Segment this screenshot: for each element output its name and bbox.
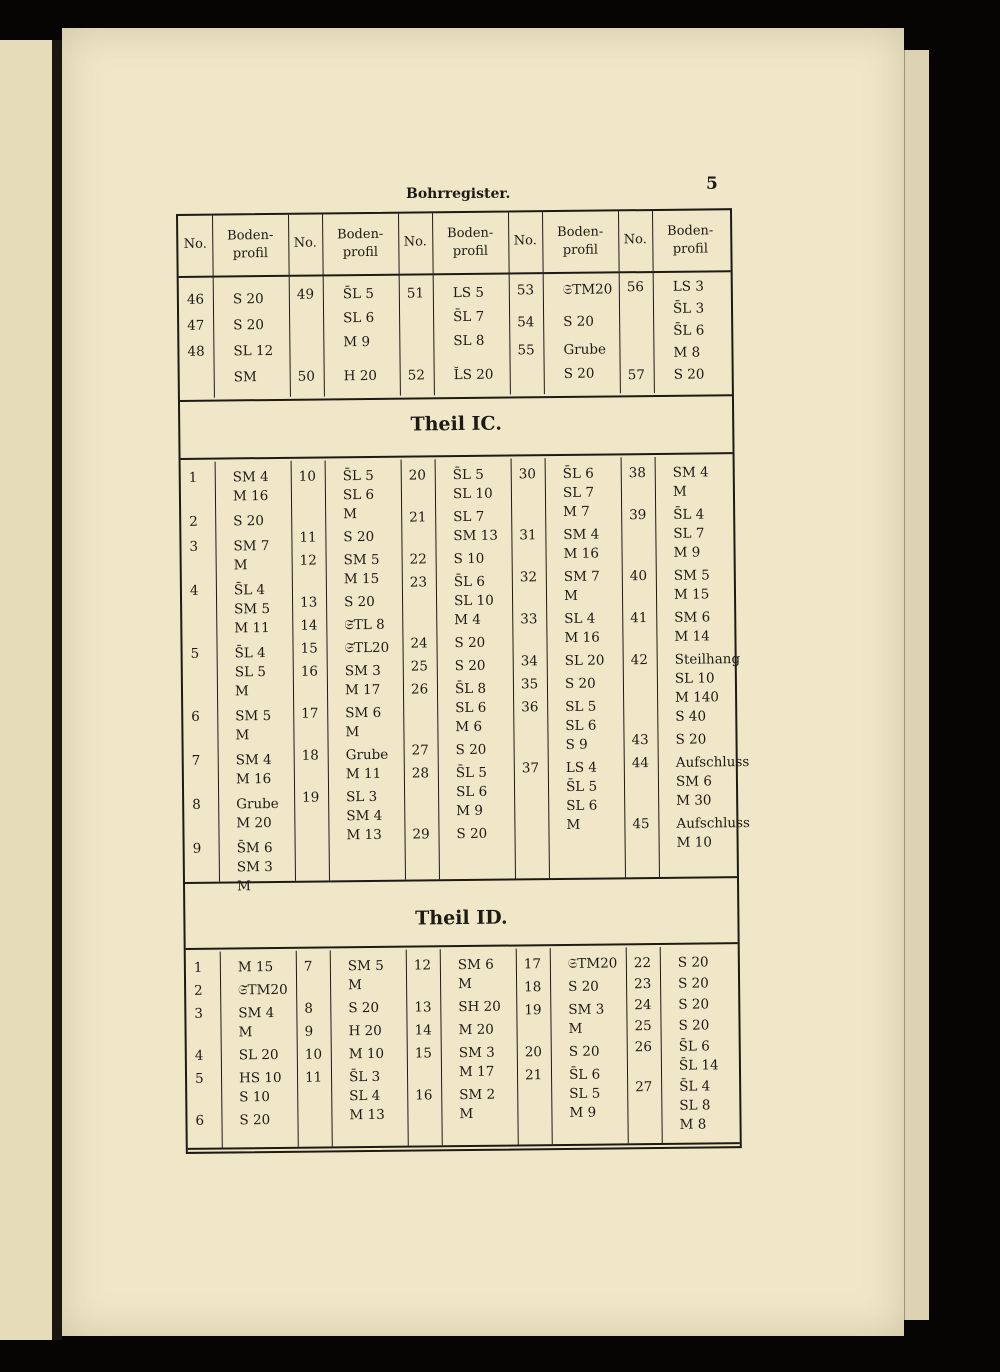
column-divider — [220, 952, 223, 1148]
soil-profile-entry: SM 7 — [233, 538, 270, 555]
column-divider — [653, 273, 655, 393]
soil-profile-entry: M — [459, 1105, 474, 1123]
register-number: 35 — [520, 676, 539, 693]
soil-profile-entry: SM 3 — [458, 1044, 495, 1062]
soil-profile-entry: S̄L 6 — [678, 1038, 710, 1055]
column-divider — [516, 948, 519, 1144]
soil-profile-entry: S̄L 4 — [234, 645, 266, 662]
register-number: 11 — [304, 1069, 323, 1086]
register-number: 20 — [524, 1044, 543, 1061]
register-number: 43 — [631, 732, 649, 749]
soil-profile-entry: S 20 — [233, 317, 264, 334]
soil-profile-entry: S 20 — [232, 291, 264, 308]
register-number: 40 — [629, 568, 648, 585]
column-divider — [626, 947, 629, 1143]
soil-profile-entry: SL 4 — [564, 610, 596, 627]
soil-profile-entry: M 20 — [236, 815, 272, 832]
soil-profile-entry: SL 5 — [234, 664, 266, 681]
register-number: 34 — [520, 653, 538, 670]
soil-profile-entry: S 10 — [239, 1089, 271, 1106]
soil-profile-entry: S 20 — [348, 999, 380, 1017]
soil-profile-entry: S̄L 3 — [672, 300, 705, 317]
soil-profile-entry: SL 20 — [238, 1046, 279, 1064]
soil-profile-entry: S 20 — [343, 528, 375, 546]
soil-profile-entry: SM 7 — [563, 568, 600, 585]
soil-profile-entry: LS 5 — [452, 284, 485, 302]
soil-profile-entry: H 20 — [348, 1022, 382, 1040]
soil-profile-entry: M — [348, 977, 362, 994]
register-number: 20 — [408, 467, 427, 484]
register-number: 28 — [411, 765, 430, 782]
soil-profile-entry: M 20 — [458, 1021, 494, 1039]
register-number: 14 — [414, 1022, 432, 1039]
register-number: 7 — [191, 752, 201, 769]
soil-profile-entry: SM 4 — [563, 526, 600, 543]
book-gutter — [52, 40, 62, 1340]
soil-profile-entry: S 10 — [453, 550, 485, 568]
column-header-no: No. — [513, 233, 537, 249]
section-title: Theil ID. — [415, 906, 508, 930]
column-divider — [621, 457, 626, 877]
register-number: 13 — [414, 999, 432, 1016]
column-divider — [330, 950, 333, 1146]
soil-profile-entry: SM 6 — [457, 956, 494, 974]
soil-profile-entry: SL 5 — [569, 1085, 601, 1102]
soil-profile-entry: M 15 — [237, 959, 274, 976]
soil-profile-entry: S 20 — [678, 996, 710, 1013]
soil-profile-entry: H 20 — [343, 367, 378, 385]
register-number: 5 — [190, 645, 200, 662]
register-number: 26 — [634, 1039, 653, 1056]
column-divider — [401, 460, 406, 880]
register-number: 49 — [296, 286, 315, 303]
soil-profile-entry: S 20 — [675, 731, 707, 748]
soil-profile-entry: M 30 — [676, 792, 712, 809]
register-number: 51 — [406, 285, 425, 302]
soil-profile-entry: M 11 — [234, 620, 270, 637]
register-number: 8 — [304, 1000, 314, 1017]
soil-profile-entry: S 20 — [568, 978, 599, 995]
soil-profile-entry: SL 6 — [343, 309, 375, 327]
register-number: 36 — [521, 699, 539, 716]
register-number: 9 — [192, 840, 202, 857]
register-number: 14 — [300, 617, 318, 634]
register-number: 55 — [517, 342, 535, 359]
register-number: 46 — [186, 291, 205, 308]
register-number: 1 — [188, 469, 198, 486]
soil-profile-entry: SL 6 — [455, 783, 488, 801]
soil-profile-entry: S 9 — [565, 736, 588, 753]
register-number: 12 — [299, 552, 317, 569]
register-number: 57 — [627, 367, 645, 384]
column-header-bodenprofil: Boden- profil — [227, 227, 274, 262]
soil-profile-entry: M 9 — [456, 802, 484, 820]
soil-profile-entry: SM 6 — [675, 773, 713, 790]
section-rule — [186, 942, 738, 950]
soil-profile-entry: S̄L 8 — [454, 680, 487, 698]
column-divider — [291, 461, 296, 881]
soil-profile-entry: SL 6 — [565, 717, 597, 734]
column-divider — [511, 458, 516, 878]
soil-profile-entry: M 15 — [673, 586, 710, 603]
soil-profile-entry: SL 20 — [564, 652, 605, 669]
register-number: 1 — [193, 959, 203, 976]
running-header: Bohrregister. — [406, 186, 511, 202]
soil-profile-entry: SL 6 — [455, 699, 487, 717]
column-divider — [550, 948, 553, 1144]
column-header-no: No. — [623, 232, 647, 248]
register-number: 23 — [409, 574, 428, 591]
soil-profile-entry: Steilhang — [674, 651, 741, 668]
soil-profile-entry: SM 6 — [674, 609, 711, 626]
register-number: 21 — [524, 1067, 543, 1084]
soil-profile-entry: S 20 — [563, 313, 594, 330]
soil-profile-entry: S̄L 14 — [678, 1057, 719, 1074]
soil-profile-entry: 𝔖̆TM20 — [238, 981, 288, 999]
register-number: 45 — [632, 816, 650, 833]
soil-profile-entry: M 16 — [232, 488, 269, 505]
soil-profile-entry: SL 7 — [453, 508, 485, 526]
soil-profile-entry: SM 5 — [673, 567, 710, 584]
register-number: 31 — [519, 527, 537, 544]
soil-profile-entry: S̄L 6 — [568, 1066, 601, 1083]
soil-profile-entry: M 11 — [345, 765, 382, 783]
soil-profile-entry: 𝔖TM20 — [562, 281, 613, 298]
soil-profile-entry: S 20 — [678, 1017, 710, 1034]
register-number: 37 — [521, 760, 540, 777]
soil-profile-entry: SL 8 — [453, 332, 485, 350]
register-number: 8 — [192, 796, 201, 813]
soil-profile-entry: 𝔖̆TL 8 — [344, 616, 385, 634]
soil-profile-entry: SL 3 — [346, 788, 378, 806]
column-divider — [433, 275, 435, 395]
soil-profile-entry: M — [457, 975, 472, 993]
column-header-bodenprofil: Boden- profil — [667, 223, 714, 257]
soil-profile-entry: M 6 — [455, 718, 483, 736]
register-number: 25 — [410, 658, 429, 675]
soil-profile-entry: M 13 — [346, 826, 382, 844]
soil-profile-entry: S̄L 3 — [348, 1068, 381, 1086]
soil-profile-entry: SL 10 — [452, 485, 493, 503]
soil-profile-entry: SL 10 — [674, 670, 715, 687]
register-number: 18 — [524, 979, 542, 996]
column-divider — [655, 457, 660, 877]
register-number: 16 — [415, 1087, 433, 1104]
column-divider — [509, 275, 511, 395]
register-number: 6 — [191, 708, 200, 725]
register-number: 17 — [523, 956, 542, 973]
register-number: 2 — [194, 982, 203, 999]
register-number: 3 — [194, 1005, 204, 1022]
column-divider — [213, 278, 215, 398]
register-number: 11 — [299, 529, 317, 546]
register-number: 27 — [411, 742, 429, 759]
soil-profile-entry: M 9 — [673, 544, 701, 561]
soil-profile-entry: M 9 — [569, 1104, 597, 1121]
register-number: 56 — [626, 279, 645, 296]
register-number: 19 — [524, 1002, 542, 1019]
column-divider — [545, 458, 550, 878]
register-number: 24 — [410, 635, 428, 652]
soil-profile-entry: SM 2 — [459, 1086, 496, 1104]
soil-profile-entry: M 8 — [673, 344, 701, 361]
soil-profile-entry: SM 3 — [568, 1001, 605, 1018]
register-number: 38 — [628, 465, 647, 482]
soil-profile-entry: SM 4 — [232, 469, 269, 486]
column-divider — [543, 274, 545, 394]
register-number: 39 — [629, 507, 647, 524]
column-header-no: No. — [293, 235, 317, 251]
soil-profile-entry: M 14 — [674, 628, 710, 645]
soil-profile-entry: Aufschluss — [675, 754, 750, 771]
page-number: 5 — [706, 174, 718, 194]
register-number: 41 — [630, 610, 648, 627]
column-divider — [296, 951, 299, 1147]
register-number: 4 — [194, 1047, 204, 1064]
section-rule — [180, 394, 732, 402]
soil-profile-entry: S 20 — [233, 513, 265, 530]
soil-profile-entry: S̄L 6 — [453, 573, 486, 591]
soil-profile-entry: M 17 — [344, 681, 381, 699]
soil-profile-entry: Aufschluss — [676, 815, 750, 832]
soil-profile-entry: SH 20 — [458, 998, 501, 1016]
register-number: 23 — [634, 976, 652, 993]
soil-profile-entry: S 20 — [455, 741, 487, 759]
soil-profile-entry: S̄L 5 — [455, 764, 488, 782]
register-number: 6 — [195, 1112, 205, 1129]
column-divider — [323, 276, 325, 396]
soil-profile-entry: S 20 — [677, 954, 709, 971]
column-header-bodenprofil: Boden- profil — [337, 226, 384, 261]
register-number: 44 — [631, 755, 650, 772]
soil-profile-entry: M 8 — [679, 1116, 707, 1133]
soil-profile-entry: S̄L 4 — [233, 582, 266, 599]
soil-profile-entry: S 20 — [239, 1112, 271, 1129]
register-number: 47 — [187, 317, 205, 334]
section-rule — [181, 452, 733, 460]
soil-profile-entry: S 20 — [343, 593, 375, 611]
register-number: 5 — [194, 1070, 204, 1087]
soil-profile-entry: SM 6 — [345, 704, 382, 722]
register-number: 9 — [304, 1023, 314, 1040]
soil-profile-entry: Grube — [563, 341, 607, 358]
soil-profile-entry: S 20 — [673, 366, 705, 383]
soil-profile-entry: SM 5 — [343, 551, 380, 569]
register-number: 22 — [633, 955, 652, 972]
column-divider — [406, 950, 409, 1146]
soil-profile-entry: M 16 — [564, 629, 600, 646]
column-divider — [325, 460, 330, 880]
register-number: 32 — [519, 569, 538, 586]
soil-profile-entry: M — [236, 878, 251, 895]
soil-profile-entry: 𝔖TM20 — [567, 955, 618, 972]
column-header-bodenprofil: Boden- profil — [447, 225, 494, 260]
soil-profile-entry: M — [672, 483, 687, 500]
soil-profile-entry: SM — [233, 369, 257, 386]
soil-profile-entry: SM 13 — [453, 527, 499, 545]
soil-profile-entry: M 10 — [348, 1045, 385, 1063]
soil-profile-entry: S̄L 4 — [673, 506, 705, 523]
column-header-no: No. — [183, 236, 207, 252]
register-number: 18 — [301, 747, 319, 764]
soil-profile-entry: M — [568, 1020, 583, 1037]
register-number: 13 — [299, 594, 318, 611]
soil-profile-entry: LS 3 — [672, 278, 704, 295]
column-header-no: No. — [403, 234, 427, 250]
soil-profile-entry: SL 10 — [453, 592, 494, 610]
soil-profile-entry: S̄M 6 — [236, 840, 273, 857]
column-divider — [399, 276, 401, 396]
register-number: 19 — [302, 789, 320, 806]
soil-profile-entry: SM 4 — [672, 464, 709, 481]
column-divider — [660, 947, 663, 1143]
soil-profile-entry: M — [234, 683, 249, 700]
register-number: 4 — [189, 582, 199, 599]
soil-profile-entry: M — [238, 1024, 253, 1041]
soil-profile-entry: SM 4 — [346, 807, 383, 825]
register-number: 10 — [298, 468, 317, 485]
soil-profile-entry: M — [345, 724, 360, 741]
register-number: 29 — [412, 826, 430, 843]
register-number: 2 — [189, 513, 198, 530]
section-rule — [188, 1142, 740, 1150]
soil-profile-entry: S 20 — [456, 825, 488, 843]
column-divider — [619, 273, 621, 393]
soil-profile-entry: M 140 — [675, 689, 720, 706]
soil-profile-entry: S 20 — [564, 675, 596, 692]
soil-profile-entry: S̄L 6 — [562, 465, 594, 482]
soil-profile-entry: M — [235, 727, 250, 744]
section-title: Theil IC. — [410, 412, 503, 436]
column-divider — [440, 949, 443, 1145]
soil-profile-entry: S 20 — [563, 365, 595, 382]
section-rule — [185, 876, 737, 884]
soil-profile-entry: Grube — [236, 795, 279, 813]
soil-profile-entry: S̄L 5 — [452, 466, 484, 484]
register-number: 52 — [407, 367, 425, 384]
soil-profile-entry: M 16 — [235, 771, 272, 788]
register-number: 22 — [409, 551, 427, 568]
soil-profile-entry: SM 3 — [236, 859, 273, 876]
page-stack-edge — [904, 50, 929, 1320]
soil-profile-entry: M 10 — [676, 834, 712, 851]
column-header-bodenprofil: Boden- profil — [557, 224, 604, 258]
soil-profile-entry: S̄L 5 — [565, 778, 598, 795]
column-divider — [289, 277, 291, 397]
register-number: 53 — [516, 282, 535, 299]
soil-profile-entry: Grube — [345, 746, 389, 764]
borehole-register-table — [176, 208, 750, 1154]
soil-profile-entry: SM 5 — [234, 601, 271, 618]
soil-profile-entry: SL 6 — [566, 797, 598, 814]
soil-profile-entry: S 20 — [454, 657, 486, 675]
soil-profile-entry: SL 7 — [562, 484, 595, 501]
soil-profile-entry: S̄L 6 — [673, 322, 705, 339]
register-number: 30 — [518, 466, 537, 483]
soil-profile-entry: S 40 — [675, 708, 707, 725]
soil-profile-entry: SL 8 — [679, 1097, 711, 1114]
soil-profile-entry: SL 12 — [233, 342, 274, 360]
register-number: 48 — [187, 343, 205, 360]
register-number: 21 — [409, 509, 427, 526]
register-number: 24 — [634, 997, 652, 1014]
register-number: 54 — [517, 314, 535, 331]
soil-profile-entry: SL 5 — [565, 698, 597, 715]
register-number: 12 — [413, 957, 432, 974]
soil-profile-entry: M 9 — [343, 333, 371, 351]
soil-profile-entry: M 16 — [563, 545, 599, 562]
soil-profile-entry: HS 10 — [238, 1069, 282, 1087]
soil-profile-entry: S̄L 5 — [342, 285, 375, 303]
soil-profile-entry: L̆S 20 — [453, 366, 494, 384]
soil-profile-entry: SM 4 — [238, 1005, 275, 1022]
soil-profile-entry: SM 5 — [235, 708, 272, 725]
register-number: 33 — [520, 611, 538, 628]
soil-profile-entry: SM 3 — [344, 662, 381, 680]
register-number: 25 — [634, 1018, 652, 1035]
register-number: 50 — [297, 368, 315, 385]
soil-profile-entry: M — [566, 816, 581, 833]
register-number: 27 — [635, 1079, 653, 1096]
register-number: 15 — [300, 640, 318, 657]
soil-profile-entry: M 15 — [343, 570, 380, 588]
soil-profile-entry: LS 4 — [565, 759, 597, 776]
soil-profile-entry: M — [343, 506, 358, 523]
register-number: 17 — [301, 705, 319, 722]
soil-profile-entry: M 4 — [454, 611, 482, 629]
column-divider — [435, 459, 440, 879]
register-number: 3 — [189, 538, 199, 555]
register-number: 42 — [630, 652, 648, 669]
soil-profile-entry: M 7 — [563, 503, 590, 520]
soil-profile-entry: SL 7 — [673, 525, 705, 542]
soil-profile-entry: M — [233, 557, 248, 574]
soil-profile-entry: SL 6 — [342, 486, 375, 504]
register-number: 16 — [300, 663, 319, 680]
register-number: 26 — [410, 681, 429, 698]
soil-profile-entry: M 13 — [349, 1106, 385, 1124]
soil-profile-entry: SM 5 — [347, 957, 384, 975]
soil-profile-entry: SL 4 — [349, 1087, 381, 1105]
soil-profile-entry: S 20 — [678, 975, 709, 992]
register-number: 7 — [303, 958, 313, 975]
soil-profile-entry: S̄L 4 — [679, 1078, 711, 1095]
column-divider — [215, 462, 220, 882]
facing-page-edge — [0, 40, 54, 1340]
register-number: 15 — [414, 1045, 433, 1062]
soil-profile-entry: SM 4 — [235, 752, 272, 769]
soil-profile-entry: S 20 — [568, 1043, 600, 1060]
soil-profile-entry: M 17 — [458, 1063, 495, 1081]
register-number: 10 — [304, 1046, 323, 1063]
soil-profile-entry: S̄L 7 — [453, 308, 485, 326]
soil-profile-entry: 𝔖̆TL20 — [344, 639, 390, 657]
soil-profile-entry: S̄L 5 — [342, 467, 374, 485]
soil-profile-entry: S 20 — [454, 634, 486, 652]
soil-profile-entry: M — [563, 587, 578, 604]
